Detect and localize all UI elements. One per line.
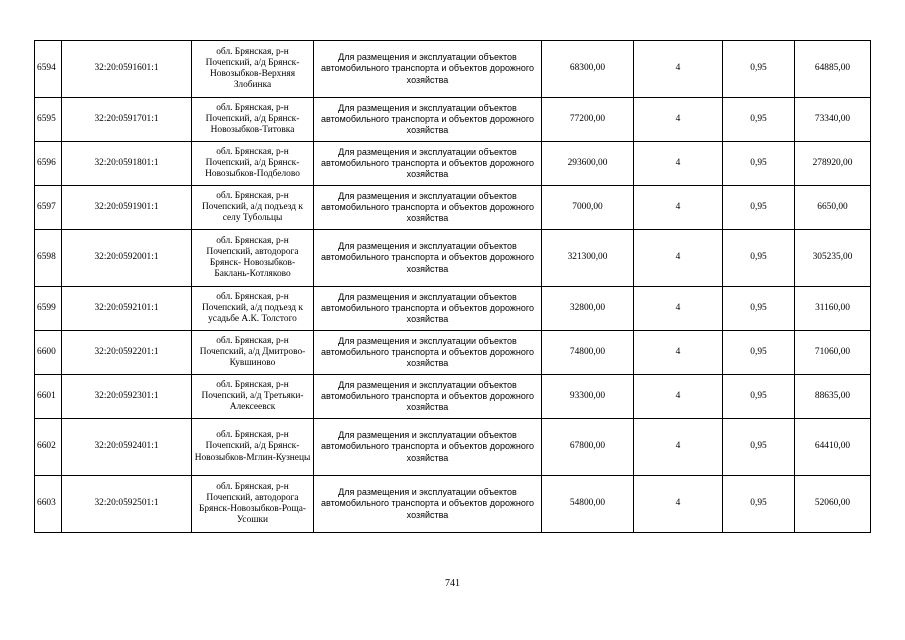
cadastral-number: 32:20:0592201:1 [62, 331, 192, 375]
row-number: 6596 [35, 142, 62, 186]
cadastral-value-cell: 6650,00 [795, 186, 871, 230]
area-cell: 321300,00 [542, 230, 634, 287]
address-cell: обл. Брянская, р-н Почепский, а/д Брянск-Новозыбков-Подбелово [192, 142, 314, 186]
address-cell: обл. Брянская, р-н Почепский, а/д Дмитрово-Кувшиново [192, 331, 314, 375]
cadastral-number: 32:20:0591801:1 [62, 142, 192, 186]
permitted-use-cell: Для размещения и эксплуатации объектов автомобильного транспорта и объектов дорожного хозяйства [314, 331, 542, 375]
group-cell: 4 [634, 375, 723, 419]
group-cell: 4 [634, 41, 723, 98]
area-cell: 32800,00 [542, 287, 634, 331]
page-number: 741 [445, 578, 460, 589]
table-row [35, 476, 871, 533]
group-cell: 4 [634, 142, 723, 186]
coefficient-cell: 0,95 [723, 375, 795, 419]
table-body [35, 41, 871, 533]
cadastral-number: 32:20:0592501:1 [62, 476, 192, 533]
group-cell: 4 [634, 98, 723, 142]
permitted-use-cell: Для размещения и эксплуатации объектов автомобильного транспорта и объектов дорожного хозяйства [314, 186, 542, 230]
address-cell: обл. Брянская, р-н Почепский, а/д подъезд к усадьбе А.К. Толстого [192, 287, 314, 331]
group-cell: 4 [634, 186, 723, 230]
address-cell: обл. Брянская, р-н Почепский, а/д Брянск-Новозыбков-Титовка [192, 98, 314, 142]
coefficient-cell: 0,95 [723, 41, 795, 98]
table-row [35, 98, 871, 142]
permitted-use-cell: Для размещения и эксплуатации объектов автомобильного транспорта и объектов дорожного хозяйства [314, 142, 542, 186]
area-cell: 293600,00 [542, 142, 634, 186]
group-cell: 4 [634, 287, 723, 331]
area-cell: 7000,00 [542, 186, 634, 230]
table-row [35, 142, 871, 186]
permitted-use-cell: Для размещения и эксплуатации объектов автомобильного транспорта и объектов дорожного хозяйства [314, 287, 542, 331]
address-cell: обл. Брянская, р-н Почепский, а/д подъезд к селу Тубольцы [192, 186, 314, 230]
row-number: 6601 [35, 375, 62, 419]
cadastral-number: 32:20:0592101:1 [62, 287, 192, 331]
table-row [35, 287, 871, 331]
row-number: 6600 [35, 331, 62, 375]
group-cell: 4 [634, 419, 723, 476]
coefficient-cell: 0,95 [723, 331, 795, 375]
row-number: 6597 [35, 186, 62, 230]
table-row [35, 375, 871, 419]
area-cell: 68300,00 [542, 41, 634, 98]
cadastral-number: 32:20:0591601:1 [62, 41, 192, 98]
coefficient-cell: 0,95 [723, 98, 795, 142]
coefficient-cell: 0,95 [723, 476, 795, 533]
address-cell: обл. Брянская, р-н Почепский, автодорога Брянск- Новозыбков-Баклань-Котляково [192, 230, 314, 287]
cadastral-number: 32:20:0591901:1 [62, 186, 192, 230]
group-cell: 4 [634, 230, 723, 287]
row-number: 6602 [35, 419, 62, 476]
cadastral-value-cell: 305235,00 [795, 230, 871, 287]
row-number: 6603 [35, 476, 62, 533]
coefficient-cell: 0,95 [723, 142, 795, 186]
cadastral-value-cell: 278920,00 [795, 142, 871, 186]
group-cell: 4 [634, 331, 723, 375]
table-row [35, 41, 871, 98]
cadastral-number: 32:20:0592001:1 [62, 230, 192, 287]
permitted-use-cell: Для размещения и эксплуатации объектов автомобильного транспорта и объектов дорожного хозяйства [314, 98, 542, 142]
permitted-use-cell: Для размещения и эксплуатации объектов автомобильного транспорта и объектов дорожного хозяйства [314, 230, 542, 287]
table-row [35, 186, 871, 230]
area-cell: 54800,00 [542, 476, 634, 533]
coefficient-cell: 0,95 [723, 230, 795, 287]
coefficient-cell: 0,95 [723, 287, 795, 331]
area-cell: 77200,00 [542, 98, 634, 142]
row-number: 6595 [35, 98, 62, 142]
table-row [35, 230, 871, 287]
address-cell: обл. Брянская, р-н Почепский, автодорога Брянск-Новозыбков-Роща-Усошки [192, 476, 314, 533]
cadastral-value-cell: 73340,00 [795, 98, 871, 142]
cadastral-value-cell: 52060,00 [795, 476, 871, 533]
cadastral-value-cell: 64885,00 [795, 41, 871, 98]
permitted-use-cell: Для размещения и эксплуатации объектов автомобильного транспорта и объектов дорожного хозяйства [314, 419, 542, 476]
permitted-use-cell: Для размещения и эксплуатации объектов автомобильного транспорта и объектов дорожного хозяйства [314, 375, 542, 419]
row-number: 6598 [35, 230, 62, 287]
area-cell: 67800,00 [542, 419, 634, 476]
coefficient-cell: 0,95 [723, 186, 795, 230]
row-number: 6594 [35, 41, 62, 98]
cadastral-number: 32:20:0592401:1 [62, 419, 192, 476]
address-cell: обл. Брянская, р-н Почепский, а/д Брянск-Новозыбков-Верхняя Злобинка [192, 41, 314, 98]
cadastral-value-cell: 71060,00 [795, 331, 871, 375]
permitted-use-cell: Для размещения и эксплуатации объектов автомобильного транспорта и объектов дорожного хозяйства [314, 476, 542, 533]
cadastral-number: 32:20:0592301:1 [62, 375, 192, 419]
permitted-use-cell: Для размещения и эксплуатации объектов автомобильного транспорта и объектов дорожного хозяйства [314, 41, 542, 98]
land-registry-table [34, 40, 871, 533]
row-number: 6599 [35, 287, 62, 331]
address-cell: обл. Брянская, р-н Почепский, а/д Третьяки-Алексеевск [192, 375, 314, 419]
table-row [35, 419, 871, 476]
cadastral-value-cell: 31160,00 [795, 287, 871, 331]
group-cell: 4 [634, 476, 723, 533]
cadastral-value-cell: 88635,00 [795, 375, 871, 419]
coefficient-cell: 0,95 [723, 419, 795, 476]
table-row [35, 331, 871, 375]
area-cell: 93300,00 [542, 375, 634, 419]
cadastral-number: 32:20:0591701:1 [62, 98, 192, 142]
cadastral-value-cell: 64410,00 [795, 419, 871, 476]
address-cell: обл. Брянская, р-н Почепский, а/д Брянск-Новозыбков-Мглин-Кузнецы [192, 419, 314, 476]
area-cell: 74800,00 [542, 331, 634, 375]
